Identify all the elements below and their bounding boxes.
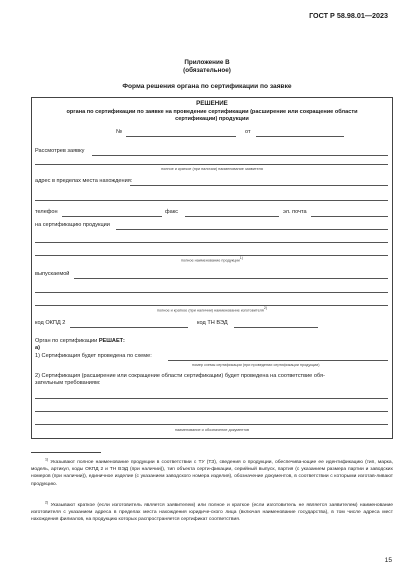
decides-label: Орган по сертификации РЕШАЕТ: [35,338,125,344]
manufacturer-field-3[interactable] [35,305,388,306]
okpd-label: код ОКПД 2 [35,320,66,326]
maker-hint: полное и краткое (при наличии) наименование изготовителя$^{2)}$ [156,306,268,313]
decision-date-field[interactable] [256,136,344,137]
decision-number-field[interactable] [126,136,236,137]
decision-number-label: № [116,129,123,135]
phone-field[interactable] [62,216,162,217]
decision-date-label: от [245,129,251,135]
applicant-field[interactable] [92,155,388,156]
requirements-field-3[interactable] [35,424,388,425]
address-label: адрес в пределах места нахождения: [35,178,133,184]
address-field[interactable] [130,185,388,186]
reviewed-label: Рассмотрев заявку [35,148,85,154]
requirements-field[interactable] [35,398,388,399]
tn-ved-label: код ТН ВЭД [197,320,228,326]
decision-subtitle-2: сертификации) продукции [175,116,249,122]
decision-title: РЕШЕНИЕ [196,100,228,107]
decision-form [31,97,393,439]
requirements-item-line-1: 2) Сертификация (расширение или сокращение области сертификации) будет проведена на соответствие обя- [35,373,325,379]
email-field[interactable] [311,216,388,217]
page-number: 15 [384,557,392,564]
email-label: эл. почта [283,209,307,215]
footnote-1: $^{1)}$ Указывают полное наименование продукции в соответствии с ТУ (ТЗ), сведения о продукции, обеспечива-ющие ее идентификацию (тип, марка, модель, артикул, коды ОКПД 2 и ТН ВЭД (при наличии)), тип объекта серти-фикации, серийный выпуск, партия (с указанием размера партии и заводских номеров (при наличии)), единичное изделие (с указанием заводского номера изделия), обозначение документов, в соответствии с которыми изготав-ливают продукцию. [31,457,393,487]
requirements-item-line-2: зательным требованиям: [35,380,101,386]
manufacturer-field[interactable] [74,278,388,279]
scheme-item-label: 1) Сертификация будет проведена по схеме: [35,353,152,359]
gost-number: ГОСТ Р 58.98.01—2023 [309,11,388,20]
applicant-field-2[interactable] [35,164,388,165]
address-field-2[interactable] [35,200,388,201]
appendix-title: Приложение В [184,59,230,66]
scheme-field[interactable] [168,360,388,361]
decides-letter: а) [35,345,40,351]
manufactured-label: выпускаемой [35,271,70,277]
appendix-note: (обязательное) [183,67,231,74]
fax-label: факс [165,209,179,215]
footnote-2: $^{2)}$ Указывают краткое (если изготовитель является заявителем) или полное и краткое (если изготовитель не является заявителем) наименование изготовителя с указанием адреса в пределах места нахождения юридиче-ского лица (включая наименование государства), в том числе адреса мест нахождения филиалов, на продукцию которых распространяется сертификат соответствия. [31,500,393,523]
applicant-hint: полное и краткое (при наличии) наименование заявителя [161,167,263,171]
product-field-2[interactable] [35,242,388,243]
scheme-hint: номер схемы сертификации (при проведении сертификации продукции) [192,363,320,367]
requirements-field-2[interactable] [35,411,388,412]
product-field[interactable] [116,229,388,230]
docs-hint: наименование и обозначение документов [174,428,250,432]
product-hint: полное наименование продукции$^{1)}$ [181,256,243,263]
product-field-3[interactable] [35,255,388,256]
cert-products-label: на сертификацию продукции [35,222,110,228]
phone-label: телефон [35,209,58,215]
okpd-field[interactable] [70,327,188,328]
tn-ved-field[interactable] [234,327,318,328]
decision-subtitle-1: органа по сертификации по заявке на проведение сертификации (расширение или сокращение области [66,109,358,115]
form-title: Форма решения органа по сертификации по заявке [122,83,292,90]
manufacturer-field-2[interactable] [35,292,388,293]
footnote-rule [31,452,101,453]
fax-field[interactable] [185,216,279,217]
